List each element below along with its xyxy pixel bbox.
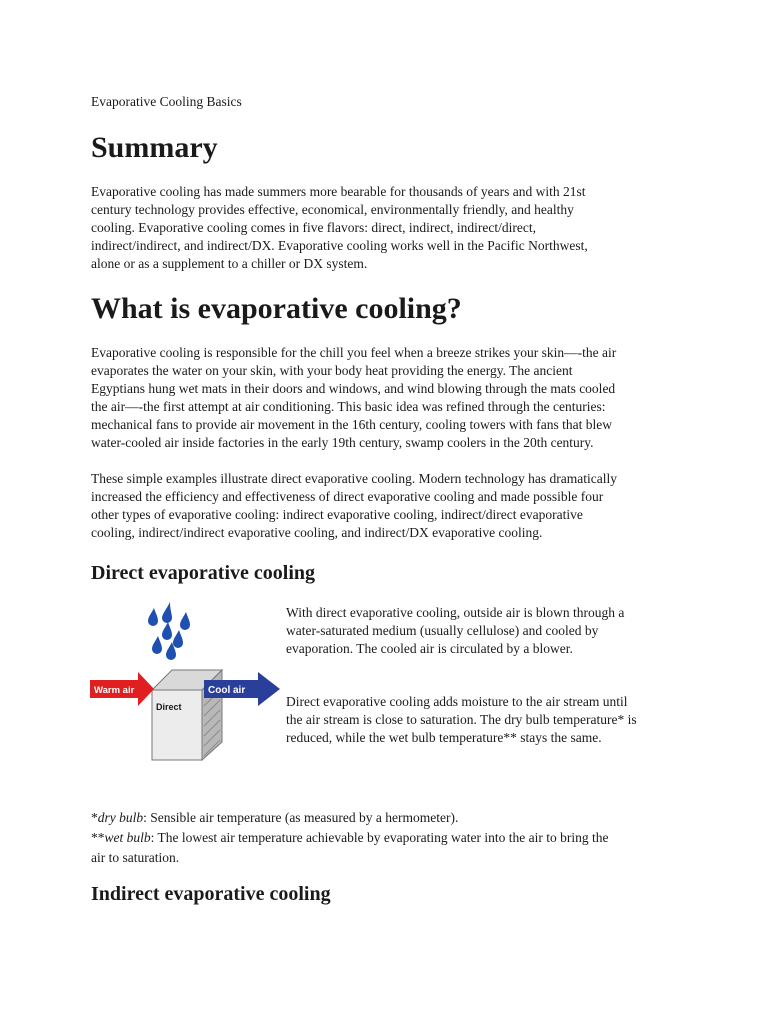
direct-line: water-saturated medium (usually cellulose) and cooled by [286,623,599,638]
wet-bulb-note [91,828,691,848]
note-text: : The lowest air temperature achievable by evaporating water into the air to bring the [150,830,609,845]
what-is-line: water-cooled air inside factories in the early 19th century, swamp coolers in the 20th century. [91,435,594,450]
note-prefix: ** [91,830,105,845]
summary-line: indirect/indirect, and indirect/DX. Evaporative cooling works well in the Pacific Northwest, [91,238,588,253]
summary-heading: Summary [91,131,218,164]
cool-air-label: Cool air [208,685,246,696]
direct-line: reduced, while the wet bulb temperature** stays the same. [286,730,602,745]
direct-line: With direct evaporative cooling, outside air is blown through a [286,605,625,620]
what-is-line: other types of evaporative cooling: indirect evaporative cooling, indirect/direct evaporative [91,507,583,522]
what-is-line: Evaporative cooling is responsible for the chill you feel when a breeze strikes your skin—-the air [91,345,617,360]
note-text: : Sensible air temperature (as measured by a hermometer). [143,810,459,825]
direct-paragraph-1 [286,604,686,658]
direct-line: Direct evaporative cooling adds moisture to the air stream until [286,694,628,709]
what-is-line: mechanical fans to provide air movement in the 16th century, cooling towers with fans that blew [91,417,612,432]
medium-label: Direct [156,702,182,712]
document-title: Evaporative Cooling Basics [91,94,242,109]
direct-paragraph-2 [286,693,686,747]
wet-bulb-note-continued: air to saturation. [91,850,180,865]
footnotes [91,808,691,868]
note-prefix: * [91,810,98,825]
direct-line: evaporation. The cooled air is circulated by a blower. [286,641,573,656]
what-is-paragraph-1 [91,344,681,452]
direct-heading: Direct evaporative cooling [91,562,316,584]
what-is-line: Egyptians hung wet mats in their doors and windows, and wind blowing through the mats cooled [91,381,616,396]
note-term: dry bulb [97,810,144,825]
summary-line: alone or as a supplement to a chiller or DX system. [91,256,368,271]
what-is-line: increased the efficiency and effectiveness of direct evaporative cooling and made possible four [91,489,604,504]
what-is-line: cooling, indirect/indirect evaporative cooling, and indirect/DX evaporative cooling. [91,525,543,540]
what-is-line: These simple examples illustrate direct evaporative cooling. Modern technology has dramatically [91,471,617,486]
direct-cooling-diagram [88,600,288,770]
note-term: wet bulb [104,830,151,845]
direct-line: the air stream is close to saturation. The dry bulb temperature* is [286,712,637,727]
what-is-heading: What is evaporative cooling? [91,292,462,325]
what-is-line: evaporates the water on your skin, with your body heat providing the energy. The ancient [91,363,573,378]
summary-line: century technology provides effective, economical, environmentally friendly, and healthy [91,202,574,217]
summary-line: Evaporative cooling has made summers more bearable for thousands of years and with 21st [91,184,586,199]
indirect-heading: Indirect evaporative cooling [91,883,331,905]
summary-line: cooling. Evaporative cooling comes in five flavors: direct, indirect, indirect/direct, [91,220,536,235]
summary-paragraph [91,183,681,273]
warm-air-label: Warm air [94,685,135,696]
what-is-paragraph-2 [91,470,681,542]
dry-bulb-note [91,808,691,828]
what-is-line: the air—-the first attempt at air conditioning. This basic idea was refined through the centuries: [91,399,606,414]
water-drops-icon [148,602,190,660]
